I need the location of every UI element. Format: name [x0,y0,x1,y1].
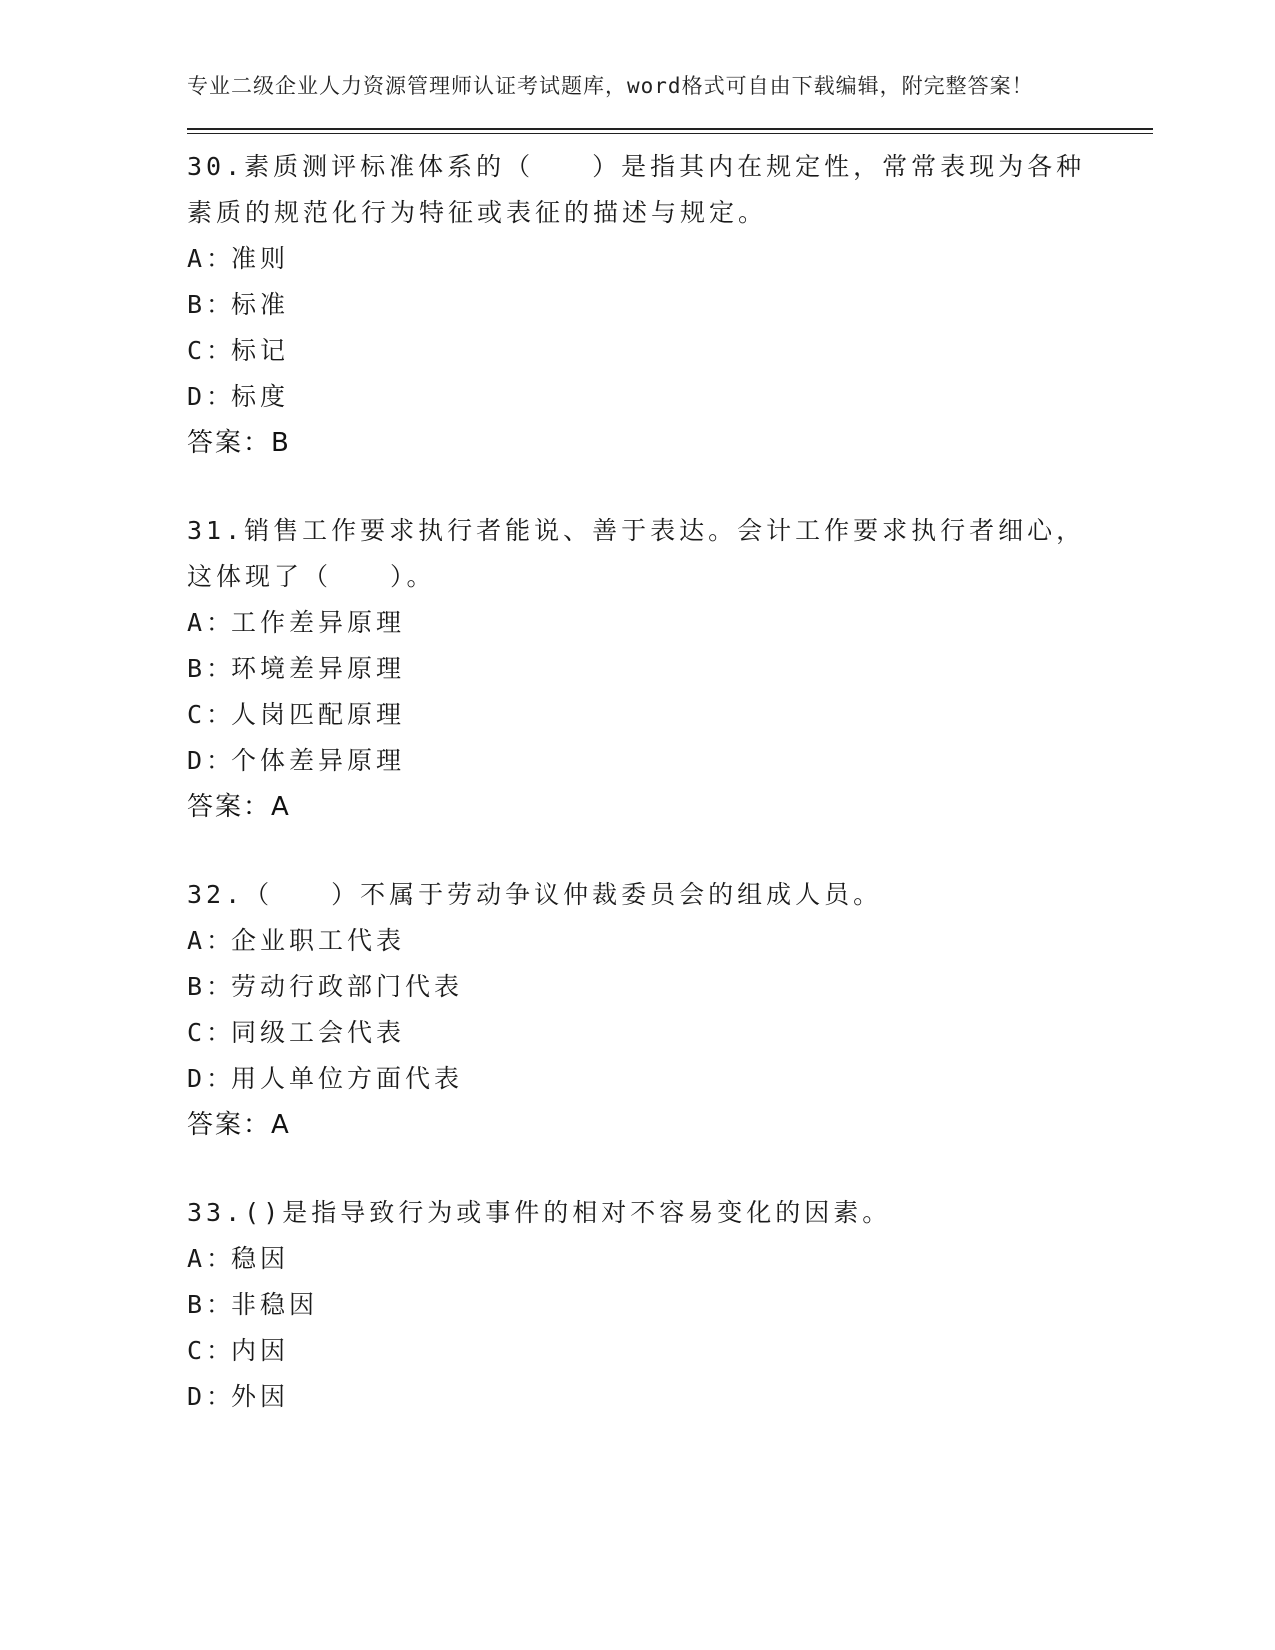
option-text: 个体差异原理 [231,746,406,775]
option-key: D： [187,1064,236,1093]
option-text: 外因 [231,1382,290,1411]
option-key: B： [187,290,236,319]
question-text: 30.素质测评标准体系的（ ）是指其内在规定性，常常表现为各种素质的规范化行为特征或表征的描述与规定。 [187,152,1086,227]
option-text: 稳因 [231,1244,290,1273]
option-text: 内因 [231,1336,290,1365]
answer-line: 答案：A [187,792,291,822]
question-text: 32.（ ）不属于劳动争议仲裁委员会的组成人员。 [187,880,883,909]
question-text: 31.销售工作要求执行者能说、善于表达。会计工作要求执行者细心，这体现了（ ）。 [187,516,1086,591]
answer-line: 答案：A [187,1110,291,1140]
question-33 [187,1190,1147,1420]
option-text: 标准 [231,290,290,319]
option-text: 人岗匹配原理 [231,700,406,729]
option-a [187,236,1147,282]
option-key: D： [187,1382,236,1411]
option-text: 环境差异原理 [231,654,406,683]
option-key: A： [187,608,236,637]
answer-line: 答案：B [187,428,291,458]
question-text: 33.()是指导致行为或事件的相对不容易变化的因素。 [187,1198,892,1227]
option-key: B： [187,972,236,1001]
option-c [187,1010,1147,1056]
option-text: 工作差异原理 [231,608,406,637]
question-32 [187,872,1147,1148]
option-a [187,1236,1147,1282]
option-d [187,1056,1147,1102]
option-key: A： [187,926,236,955]
option-b [187,964,1147,1010]
document-header: 专业二级企业人力资源管理师认证考试题库，word格式可自由下载编辑，附完整答案！ [187,74,1034,98]
option-key: A： [187,1244,236,1273]
question-30 [187,144,1147,466]
document-page [187,70,1147,1420]
option-text: 标记 [231,336,290,365]
question-31 [187,508,1147,830]
option-text: 劳动行政部门代表 [231,972,464,1001]
option-text: 企业职工代表 [231,926,406,955]
option-text: 用人单位方面代表 [231,1064,464,1093]
option-b [187,1282,1147,1328]
option-b [187,282,1147,328]
option-key: D： [187,382,236,411]
option-a [187,918,1147,964]
option-c [187,692,1147,738]
option-d [187,1374,1147,1420]
option-text: 准则 [231,244,290,273]
option-text: 非稳因 [231,1290,319,1319]
option-text: 标度 [231,382,290,411]
option-c [187,1328,1147,1374]
option-key: C： [187,336,236,365]
option-a [187,600,1147,646]
option-d [187,738,1147,784]
option-d [187,374,1147,420]
header-divider [187,128,1153,134]
option-c [187,328,1147,374]
option-key: A： [187,244,236,273]
option-key: C： [187,1336,236,1365]
option-key: B： [187,654,236,683]
option-key: B： [187,1290,236,1319]
option-text: 同级工会代表 [231,1018,406,1047]
option-b [187,646,1147,692]
option-key: C： [187,1018,236,1047]
option-key: D： [187,746,236,775]
option-key: C： [187,700,236,729]
